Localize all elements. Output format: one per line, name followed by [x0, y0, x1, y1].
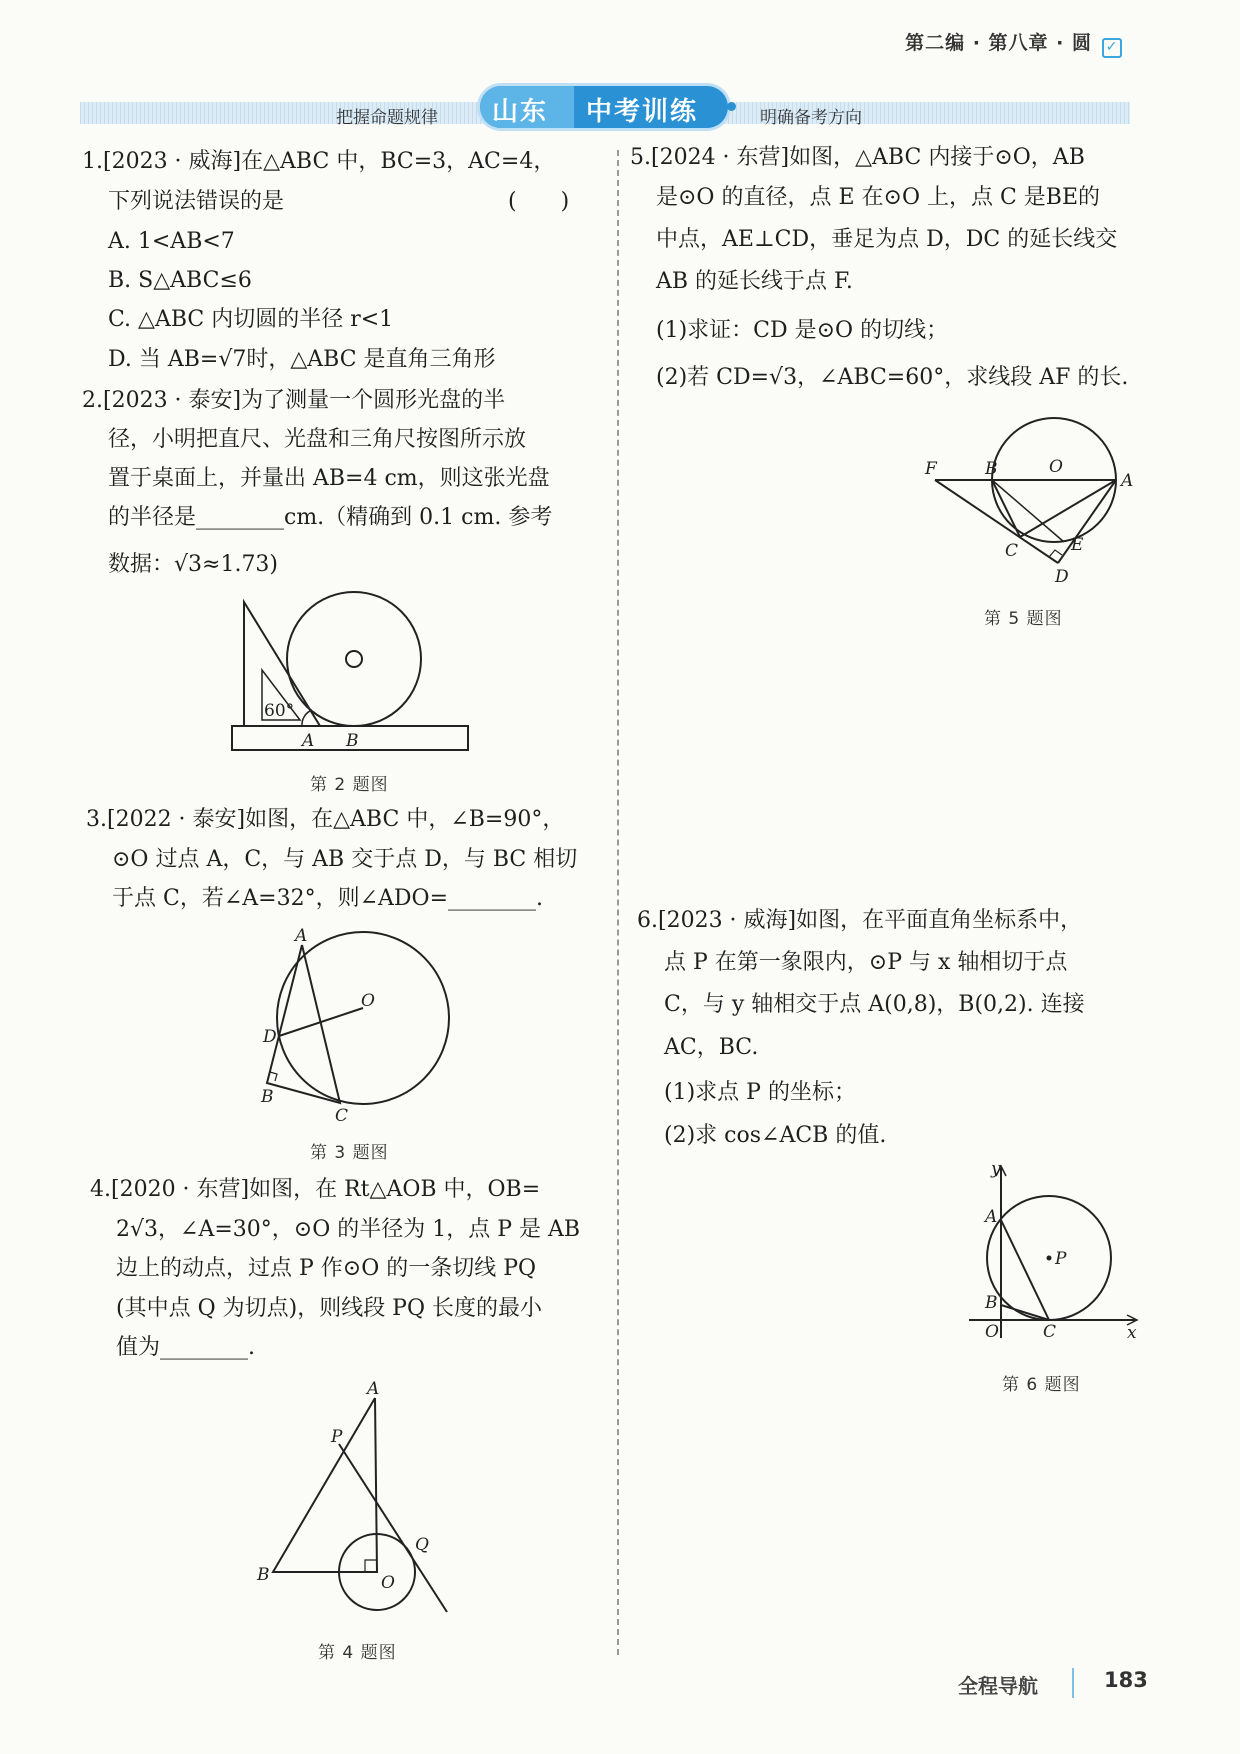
triangle-aob [273, 1398, 377, 1572]
q3-line: ⊙O 过点 A，C，与 AB 交于点 D，与 BC 相切 [112, 847, 578, 872]
q1-option-a: A. 1<AB<7 [108, 229, 235, 254]
checkbox-icon: ✓ [1102, 38, 1122, 58]
axis-label-x: x [1127, 1323, 1137, 1343]
point-label-b: B [261, 1087, 274, 1107]
right-angle-mark [365, 1560, 377, 1572]
q6-part-2: (2)求 cos∠ACB 的值. [664, 1123, 887, 1148]
figure-6 [955, 1160, 1155, 1350]
q5-line: 中点，AE⊥CD，垂足为点 D，DC 的延长线交 [656, 227, 1118, 252]
q2-line: 置于桌面上，并量出 AB=4 cm，则这张光盘 [108, 466, 550, 491]
figure-4 [255, 1378, 465, 1638]
segment-ad [1058, 480, 1116, 563]
figure-5 [925, 410, 1145, 590]
q6-line: C，与 y 轴相交于点 A(0,8)，B(0,2). 连接 [664, 992, 1085, 1017]
figure-2 [220, 592, 480, 762]
q1-option-d: D. 当 AB=√7时，△ABC 是直角三角形 [108, 347, 496, 372]
center-point-p [1047, 1256, 1052, 1261]
figure-5-caption: 第 5 题图 [984, 609, 1063, 629]
q2-line: 径，小明把直尺、光盘和三角尺按图所示放 [108, 427, 527, 452]
point-label-a: A [985, 1207, 998, 1227]
banner-title: 中考训练 [586, 97, 699, 127]
angle-label: 60° [264, 701, 295, 721]
point-label-b: B [257, 1565, 270, 1585]
point-label-o: O [381, 1573, 395, 1593]
q1-line: 1.[2023 · 威海]在△ABC 中，BC=3，AC=4， [82, 149, 556, 174]
point-label-f: F [925, 459, 937, 479]
footer-divider [1072, 1668, 1074, 1698]
figure-3 [255, 928, 475, 1128]
q5-line: 是⊙O 的直径，点 E 在⊙O 上，点 C 是BE的 [656, 185, 1101, 210]
banner-province: 山东 [492, 97, 549, 127]
banner-pill [480, 86, 728, 128]
point-label-a: A [367, 1379, 380, 1399]
q1-line: 下列说法错误的是 [108, 189, 285, 214]
q1-option-b: B. S△ABC≤6 [108, 268, 252, 293]
point-label-o: O [1049, 457, 1063, 477]
point-label-o: O [985, 1322, 999, 1342]
q2-line: 2.[2023 · 泰安]为了测量一个圆形光盘的半 [82, 388, 506, 413]
chapter-title: 第二编 · 第八章 · 圆 [905, 32, 1092, 54]
point-label-c: C [1005, 541, 1019, 561]
q5-part-1: (1)求证：CD 是⊙O 的切线； [656, 318, 949, 343]
q3-line: 3.[2022 · 泰安]如图，在△ABC 中，∠B=90°， [86, 807, 565, 832]
q1-answer-bracket: ( ) [508, 189, 570, 214]
chapter-header [905, 28, 1122, 58]
q3-line: 于点 C，若∠A=32°，则∠ADO=________. [112, 886, 543, 911]
right-angle-mark [1049, 550, 1062, 557]
figure-6-caption: 第 6 题图 [1002, 1375, 1081, 1395]
figure-2-caption: 第 2 题图 [310, 775, 389, 795]
point-label-b: B [985, 459, 998, 479]
banner-left-text: 把握命题规律 [336, 108, 438, 128]
point-label-d: D [1055, 567, 1069, 587]
point-label-b: B [346, 731, 359, 751]
figure-4-caption: 第 4 题图 [318, 1643, 397, 1663]
banner-dot-icon [727, 102, 736, 111]
q6-line: AC，BC. [664, 1035, 759, 1060]
q1-option-c: C. △ABC 内切圆的半径 r<1 [108, 307, 394, 332]
q5-line: 5.[2024 · 东营]如图，△ABC 内接于⊙O，AB [630, 145, 1085, 170]
right-angle-mark [270, 1072, 277, 1081]
q4-line: 4.[2020 · 东营]如图，在 Rt△AOB 中，OB= [90, 1177, 541, 1202]
circle-o [277, 932, 449, 1104]
point-label-c: C [335, 1106, 349, 1126]
segment-do [279, 1008, 363, 1036]
q6-line: 点 P 在第一象限内，⊙P 与 x 轴相切于点 [664, 950, 1068, 975]
point-label-o: O [361, 991, 375, 1011]
point-label-p: P [1055, 1249, 1067, 1269]
point-label-a: A [1121, 471, 1134, 491]
q4-line: (其中点 Q 为切点)，则线段 PQ 长度的最小 [116, 1296, 543, 1321]
q4-line: 边上的动点，过点 P 作⊙O 的一条切线 PQ [116, 1256, 537, 1281]
point-label-d: D [263, 1027, 277, 1047]
q2-line: 数据：√3≈1.73) [108, 552, 279, 577]
q2-line: 的半径是________cm.（精确到 0.1 cm. 参考 [108, 505, 553, 530]
q4-line: 2√3，∠A=30°，⊙O 的半径为 1，点 P 是 AB [116, 1217, 581, 1242]
column-divider [617, 150, 619, 1655]
segment-ca [1020, 480, 1116, 537]
point-label-p: P [331, 1427, 343, 1447]
footer-guide: 全程导航 [958, 1674, 1038, 1698]
q6-line: 6.[2023 · 威海]如图，在平面直角坐标系中， [637, 908, 1083, 933]
point-label-b: B [985, 1293, 998, 1313]
axis-label-y: y [991, 1159, 1001, 1179]
disc-center-hole [346, 651, 362, 667]
point-label-c: C [1043, 1322, 1057, 1342]
point-label-a: A [302, 731, 315, 751]
q5-line: AB 的延长线于点 F. [656, 269, 853, 294]
q5-part-2: (2)若 CD=√3，∠ABC=60°，求线段 AF 的长. [656, 365, 1129, 390]
q4-line: 值为________. [116, 1335, 255, 1360]
banner-right-text: 明确备考方向 [760, 108, 862, 128]
q6-part-1: (1)求点 P 的坐标； [664, 1080, 856, 1105]
point-label-a: A [295, 926, 308, 946]
point-label-e: E [1071, 535, 1084, 555]
point-label-q: Q [415, 1535, 429, 1555]
page-number: 183 [1104, 1668, 1148, 1692]
figure-3-caption: 第 3 题图 [310, 1143, 389, 1163]
